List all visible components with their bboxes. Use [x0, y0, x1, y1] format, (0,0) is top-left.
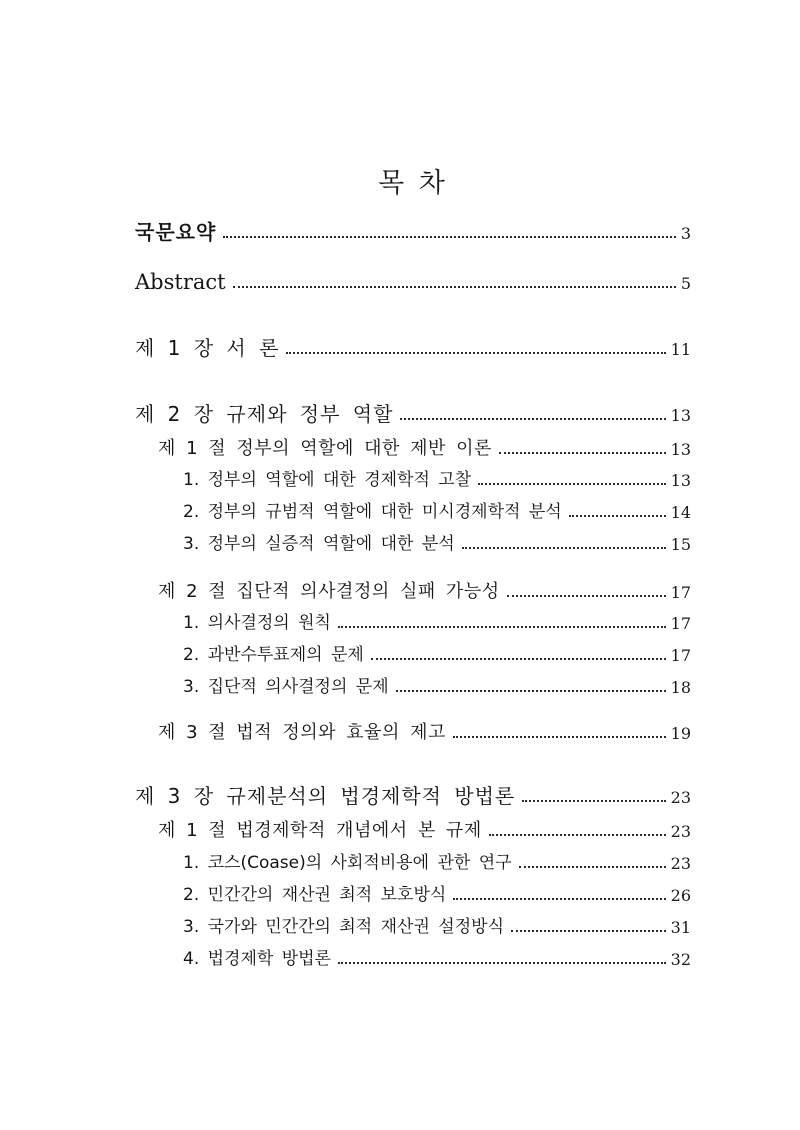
toc-entry-chapter-1	[135, 336, 691, 360]
toc-page-number: 23	[670, 822, 691, 841]
toc-entry-label: Abstract	[135, 270, 226, 294]
toc-page-number: 15	[670, 535, 691, 554]
dotted-leader	[519, 866, 666, 868]
toc-page-number: 31	[670, 918, 691, 937]
toc-entry-label: 2. 민간간의 재산권 최적 보호방식	[183, 885, 447, 905]
toc-entry-item	[183, 885, 691, 906]
toc-entry-label: 1. 정부의 역할에 대한 경제학적 고찰	[183, 470, 472, 490]
toc-page-number: 17	[670, 646, 691, 665]
toc-page-number: 26	[670, 886, 691, 905]
toc-page-number: 13	[670, 471, 691, 490]
dotted-leader	[478, 483, 665, 485]
dotted-leader	[286, 352, 665, 354]
toc-entry-label: 제 1 장 서 론	[135, 336, 280, 360]
toc-entry-abstract	[135, 270, 691, 294]
toc-entry-item	[183, 613, 691, 634]
toc-page-number: 13	[670, 440, 691, 459]
dotted-leader	[569, 515, 666, 517]
toc-entry-label: 제 1 절 법경제학적 개념에서 본 규제	[158, 820, 482, 841]
dotted-leader	[371, 658, 666, 660]
toc-page-number: 11	[670, 340, 691, 359]
toc-entry-item	[183, 917, 691, 938]
toc-entry-label: 제 2 장 규제와 정부 역할	[135, 402, 394, 426]
toc-entry-item	[183, 470, 691, 491]
toc-entry-label: 국문요약	[135, 220, 217, 244]
dotted-leader	[511, 930, 666, 932]
toc-page-number: 17	[670, 583, 691, 602]
toc-page-number: 13	[670, 406, 691, 425]
toc-entry-label: 3. 국가와 민간간의 최적 재산권 설정방식	[183, 917, 504, 937]
toc-entry-chapter-3	[135, 784, 691, 808]
toc-page-number: 23	[670, 788, 691, 807]
toc-entry-item	[183, 645, 691, 666]
toc-page-number: 32	[670, 950, 691, 969]
dotted-leader	[233, 286, 676, 288]
toc-page-number: 5	[680, 274, 691, 293]
toc-entry-section	[158, 722, 691, 744]
toc-entry-section	[158, 820, 691, 842]
dotted-leader	[499, 452, 666, 454]
toc-page-number: 23	[670, 854, 691, 873]
dotted-leader	[338, 626, 666, 628]
toc-page-number: 14	[670, 503, 691, 522]
toc-entry-item	[183, 949, 691, 970]
toc-entry-item	[183, 502, 691, 523]
toc-page-number: 17	[670, 614, 691, 633]
toc-page-number: 18	[670, 678, 691, 697]
dotted-leader	[522, 800, 665, 802]
toc-entry-label: 4. 법경제학 방법론	[183, 949, 331, 969]
toc-entry-korean-summary	[135, 220, 691, 244]
toc-entry-label: 3. 정부의 실증적 역할에 대한 분석	[183, 534, 455, 554]
toc-entry-label: 3. 집단적 의사결정의 문제	[183, 677, 389, 697]
toc-entry-label: 제 1 절 정부의 역할에 대한 제반 이론	[158, 438, 492, 459]
page-title: 목 차	[378, 168, 448, 199]
dotted-leader	[223, 236, 676, 238]
dotted-leader	[453, 736, 666, 738]
toc-entry-label: 2. 정부의 규범적 역할에 대한 미시경제학적 분석	[183, 502, 562, 522]
toc-entry-label: 1. 의사결정의 원칙	[183, 613, 331, 633]
dotted-leader	[338, 962, 666, 964]
dotted-leader	[507, 595, 666, 597]
toc-entry-label: 1. 코스(Coase)의 사회적비용에 관한 연구	[183, 853, 512, 873]
toc-entry-label: 제 3 절 법적 정의와 효율의 제고	[158, 722, 446, 743]
dotted-leader	[400, 418, 665, 420]
toc-entry-item	[183, 534, 691, 555]
dotted-leader	[462, 547, 666, 549]
dotted-leader	[453, 898, 665, 900]
toc-entry-label: 제 2 절 집단적 의사결정의 실패 가능성	[158, 581, 500, 602]
toc-entry-item	[183, 853, 691, 874]
toc-content	[135, 0, 691, 970]
toc-page-number: 3	[680, 224, 691, 243]
toc-page-number: 19	[670, 724, 691, 743]
toc-entry-chapter-2	[135, 402, 691, 426]
toc-entry-label: 2. 과반수투표제의 문제	[183, 645, 364, 665]
toc-entry-section	[158, 438, 691, 460]
toc-entry-item	[183, 677, 691, 698]
dotted-leader	[396, 690, 666, 692]
toc-entry-section	[158, 581, 691, 603]
dotted-leader	[489, 834, 666, 836]
toc-entry-label: 제 3 장 규제분석의 법경제학적 방법론	[135, 784, 516, 808]
